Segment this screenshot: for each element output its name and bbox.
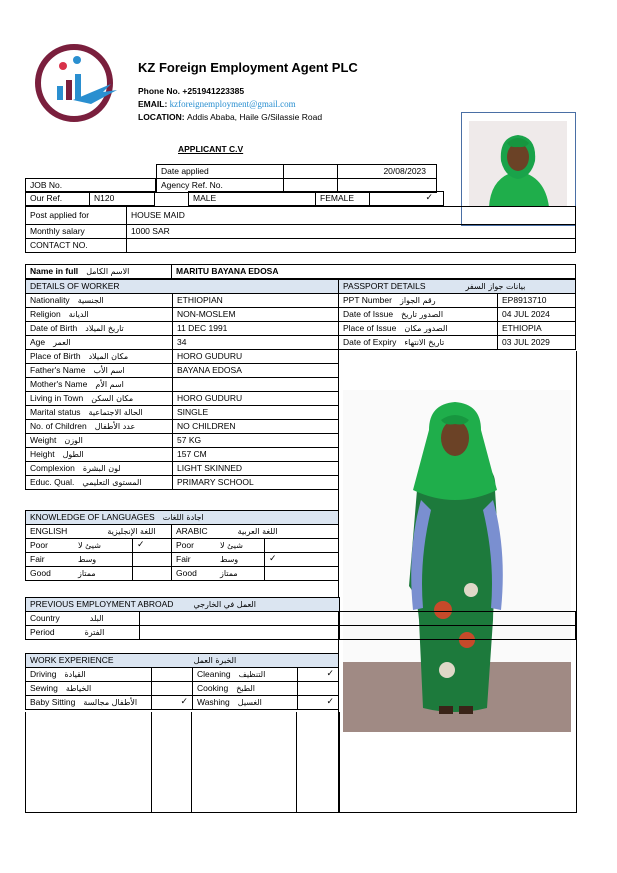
our-ref-value: N120: [90, 192, 155, 206]
previous-header: PREVIOUS EMPLOYMENT ABROAD: [30, 599, 174, 609]
detail-label-ar: الطول: [62, 450, 84, 459]
arabic-level-label-ar: وسط: [216, 553, 265, 567]
passport-header: PASSPORT DETAILS: [343, 281, 426, 291]
experience-row: [26, 696, 339, 710]
languages-table: [25, 510, 339, 581]
detail-label: Date of Birth: [30, 323, 78, 333]
previous-employment-table: [25, 597, 576, 640]
previous-value: [139, 612, 339, 626]
passport-label-ar: تاريخ الانتهاء: [404, 338, 445, 347]
detail-row: [26, 476, 339, 490]
location-label: LOCATION:: [138, 112, 187, 122]
detail-value: ETHIOPIAN: [173, 294, 339, 308]
languages-header: KNOWLEDGE OF LANGUAGES: [30, 512, 155, 522]
english-level-label: Good: [26, 567, 75, 581]
english-label: ENGLISH: [30, 526, 68, 536]
detail-label-ar: اسم الأم: [95, 380, 124, 389]
detail-row: [26, 448, 339, 462]
experience-left-label: Driving: [30, 669, 57, 679]
previous-label-ar: البلد: [89, 614, 104, 623]
passport-value: 04 JUL 2024: [498, 308, 576, 322]
male-label: MALE: [189, 192, 316, 206]
language-level-row: [26, 539, 339, 553]
previous-label: Country: [30, 613, 60, 623]
detail-label: Age: [30, 337, 46, 347]
passport-value: 03 JUL 2029: [498, 336, 576, 350]
arabic-level-label: Good: [172, 567, 217, 581]
post-value: HOUSE MAID: [127, 207, 576, 225]
detail-value: NON-MOSLEM: [173, 308, 339, 322]
company-logo: [33, 42, 123, 124]
arabic-label-ar: اللغة العربية: [237, 527, 278, 536]
english-level-label: Fair: [26, 553, 75, 567]
english-level-label-ar: ممتاز: [74, 567, 133, 581]
detail-row: [26, 308, 339, 322]
english-level-check: ✓: [133, 539, 172, 553]
passport-value: ETHIOPIA: [498, 322, 576, 336]
detail-label-ar: عدد الأطفال: [94, 422, 136, 431]
post-table: [25, 206, 576, 253]
passport-row: [339, 294, 576, 308]
detail-label-ar: اسم الأب: [93, 366, 125, 375]
company-location: [138, 113, 322, 122]
detail-label-ar: المستوى التعليمي: [82, 478, 142, 487]
experience-right-label-ar: التنظيف: [238, 670, 266, 679]
experience-header: WORK EXPERIENCE: [30, 655, 114, 665]
portrait-photo: [469, 121, 567, 207]
experience-right-label: Washing: [197, 697, 230, 707]
passport-label-ar: رقم الجواز: [399, 296, 436, 305]
passport-table: [338, 279, 576, 350]
detail-value: NO CHILDREN: [173, 420, 339, 434]
arabic-level-label-ar: ممتاز: [216, 567, 265, 581]
detail-row: [26, 434, 339, 448]
previous-label: Period: [30, 627, 55, 637]
post-label: Post applied for: [26, 207, 127, 225]
phone-value: +251941223385: [182, 86, 245, 96]
arabic-level-label: Poor: [172, 539, 217, 553]
english-level-label-ar: وسط: [74, 553, 133, 567]
experience-right-check: ✓: [298, 668, 339, 682]
female-check: ✓: [370, 192, 444, 206]
arabic-label: ARABIC: [176, 526, 208, 536]
arabic-level-label-ar: شيئ لا: [216, 539, 265, 553]
experience-right-check: ✓: [298, 696, 339, 710]
experience-right-label-ar: الغسيل: [237, 698, 262, 707]
passport-label: PPT Number: [343, 295, 392, 305]
passport-row: [339, 322, 576, 336]
previous-header-ar: العمل في الخارجي: [193, 600, 256, 609]
detail-label-ar: مكان السكن: [91, 394, 134, 403]
experience-left-label-ar: الخياطة: [65, 684, 92, 693]
detail-value: 57 KG: [173, 434, 339, 448]
detail-row: [26, 350, 339, 364]
ref-table: [25, 191, 155, 206]
company-phone: [138, 87, 244, 96]
detail-label-ar: الجنسية: [77, 296, 104, 305]
date-applied-value: 20/08/2023: [338, 165, 437, 179]
experience-left-check: [152, 668, 193, 682]
female-label: FEMALE: [316, 192, 370, 206]
experience-left-label: Sewing: [30, 683, 58, 693]
experience-left-label-ar: الأطفال مجالسة: [83, 698, 138, 707]
gender-table: [188, 191, 444, 206]
detail-label-ar: مكان الميلاد: [88, 352, 129, 361]
detail-value: HORO GUDURU: [173, 392, 339, 406]
detail-label: Mother's Name: [30, 379, 88, 389]
passport-row: [339, 308, 576, 322]
detail-label: Father's Name: [30, 365, 86, 375]
arabic-level-check: [265, 567, 339, 581]
detail-label-ar: لون البشرة: [82, 464, 121, 473]
passport-label-ar: الصدور تاريخ: [401, 310, 444, 319]
detail-value: HORO GUDURU: [173, 350, 339, 364]
detail-row: [26, 462, 339, 476]
top-info-table: [25, 164, 437, 193]
english-level-check: [133, 567, 172, 581]
salary-label: Monthly salary: [26, 225, 127, 239]
detail-row: [26, 336, 339, 350]
experience-right-label: Cooking: [197, 683, 229, 693]
passport-label-ar: الصدور مكان: [404, 324, 448, 333]
detail-row: [26, 420, 339, 434]
full-body-photo: [343, 390, 571, 732]
detail-label: Nationality: [30, 295, 70, 305]
detail-value: 157 CM: [173, 448, 339, 462]
worker-details-table: [25, 279, 339, 490]
detail-label-ar: تاريخ الميلاد: [85, 324, 124, 333]
experience-header-ar: الخبرة العمل: [193, 656, 237, 665]
passport-label: Date of Expiry: [343, 337, 397, 347]
detail-label: Complexion: [30, 463, 75, 473]
detail-value: [173, 378, 339, 392]
languages-header-ar: اجادة اللغات: [162, 513, 204, 522]
detail-value: 11 DEC 1991: [173, 322, 339, 336]
detail-label-ar: الديانة: [68, 310, 89, 319]
detail-row: [26, 392, 339, 406]
english-level-label: Poor: [26, 539, 75, 553]
passport-header-ar: بيانات جواز السفر: [465, 282, 526, 291]
language-level-row: [26, 567, 339, 581]
arabic-level-check: [265, 539, 339, 553]
detail-row: [26, 294, 339, 308]
detail-label-ar: العمر: [53, 338, 71, 347]
phone-label: Phone No.: [138, 86, 183, 96]
detail-label: Religion: [30, 309, 61, 319]
salary-value: 1000 SAR: [127, 225, 576, 239]
experience-left-label-ar: القيادة: [64, 670, 86, 679]
detail-label: Height: [30, 449, 55, 459]
previous-row: [26, 612, 576, 626]
company-name: KZ Foreign Employment Agent PLC: [138, 60, 358, 75]
work-experience-table: [25, 653, 339, 710]
previous-value: [139, 626, 339, 640]
date-applied-label: Date applied: [157, 165, 284, 179]
experience-right-check: [298, 682, 339, 696]
passport-row: [339, 336, 576, 350]
detail-label: Weight: [30, 435, 57, 445]
name-label: Name in full: [30, 266, 79, 276]
experience-left-check: ✓: [152, 696, 193, 710]
detail-value: SINGLE: [173, 406, 339, 420]
name-value: MARITU BAYANA EDOSA: [172, 265, 576, 279]
page-title: APPLICANT C.V: [178, 144, 244, 154]
company-email: [138, 100, 296, 109]
experience-row: [26, 682, 339, 696]
detail-label: Marital status: [30, 407, 81, 417]
experience-row: [26, 668, 339, 682]
detail-row: [26, 378, 339, 392]
detail-label-ar: الوزن: [64, 436, 83, 445]
name-table: [25, 264, 576, 279]
previous-label-ar: الفترة: [84, 628, 105, 637]
email-label: EMAIL:: [138, 99, 170, 109]
detail-label: Living in Town: [30, 393, 84, 403]
experience-left-label: Baby Sitting: [30, 697, 76, 707]
experience-right-label-ar: الطبخ: [236, 684, 255, 693]
email-link[interactable]: kzforeignemployment@gmail.com: [169, 99, 296, 109]
detail-row: [26, 322, 339, 336]
contact-value: [127, 239, 576, 253]
job-no-label: JOB No.: [26, 179, 156, 193]
detail-value: LIGHT SKINNED: [173, 462, 339, 476]
detail-value: PRIMARY SCHOOL: [173, 476, 339, 490]
experience-blank-area: [25, 712, 340, 813]
location-value: Addis Ababa, Haile G/Silassie Road: [186, 112, 323, 122]
arabic-level-check: ✓: [265, 553, 339, 567]
worker-details-header: DETAILS OF WORKER: [26, 280, 339, 294]
experience-left-check: [152, 682, 193, 696]
arabic-level-label: Fair: [172, 553, 217, 567]
detail-label-ar: الحالة الاجتماعية: [88, 408, 143, 417]
experience-right-label: Cleaning: [197, 669, 231, 679]
detail-row: [26, 406, 339, 420]
english-level-label-ar: شيئ لا: [74, 539, 133, 553]
detail-label: Place of Birth: [30, 351, 81, 361]
language-level-row: [26, 553, 339, 567]
our-ref-label: Our Ref.: [26, 192, 90, 206]
english-label-ar: اللغة الإنجليزية: [107, 527, 156, 536]
detail-row: [26, 364, 339, 378]
detail-label: Educ. Qual.: [30, 477, 75, 487]
passport-label: Place of Issue: [343, 323, 397, 333]
passport-label: Date of Issue: [343, 309, 394, 319]
name-label-ar: الاسم الكامل: [86, 267, 130, 276]
detail-value: BAYANA EDOSA: [173, 364, 339, 378]
detail-value: 34: [173, 336, 339, 350]
agency-ref-label: Agency Ref. No.: [157, 179, 284, 193]
contact-label: CONTACT NO.: [26, 239, 127, 253]
english-level-check: [133, 553, 172, 567]
passport-value: EP8913710: [498, 294, 576, 308]
detail-label: No. of Children: [30, 421, 87, 431]
previous-row: [26, 626, 576, 640]
